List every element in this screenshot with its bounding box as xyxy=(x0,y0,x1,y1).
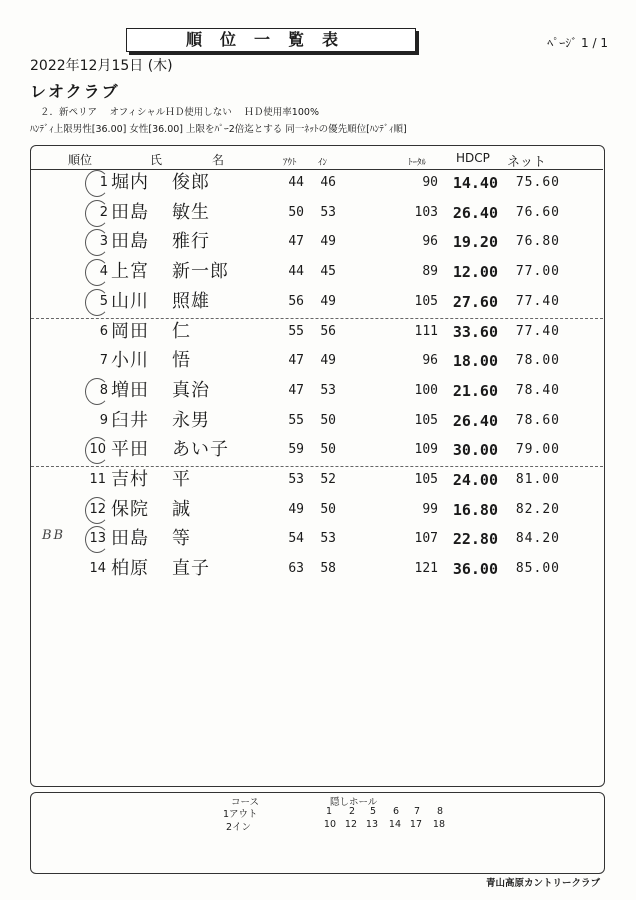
given-name-cell: 俊郎 xyxy=(172,172,210,193)
given-name-cell: 雅行 xyxy=(172,231,210,253)
net-score-cell: 75.60 xyxy=(515,175,560,190)
rank-cell: 8 xyxy=(99,382,108,398)
given-name-cell: 敏生 xyxy=(172,201,210,223)
hidden-hole-number: 13 xyxy=(365,819,378,830)
hidden-hole-number: 17 xyxy=(409,819,422,830)
net-score-cell: 81.00 xyxy=(515,472,560,487)
table-row xyxy=(0,376,636,406)
surname-cell: 田島 xyxy=(111,528,149,550)
out-score-cell: 56 xyxy=(288,293,304,309)
rank-cell: 4 xyxy=(99,264,108,280)
col-hdcp-header: HDCP xyxy=(456,151,490,165)
out-score-cell: 47 xyxy=(288,382,304,398)
net-score-cell: 77.00 xyxy=(515,264,560,280)
out-score-cell: 50 xyxy=(288,204,304,220)
total-score-cell: 105 xyxy=(414,472,438,487)
total-score-cell: 121 xyxy=(414,561,438,577)
hdcp-cell: 21.60 xyxy=(452,381,498,400)
given-name-cell: 誠 xyxy=(172,498,191,520)
hdcp-cell: 33.60 xyxy=(452,322,498,341)
rank-circle-mark xyxy=(85,200,109,227)
hidden-hole-number: 7 xyxy=(413,806,420,817)
out-score-cell: 54 xyxy=(288,531,304,547)
out-score-cell: 44 xyxy=(288,175,304,190)
given-name-cell: 等 xyxy=(172,528,191,550)
in-score-cell: 52 xyxy=(320,472,336,487)
rank-cell: 10 xyxy=(89,442,106,458)
table-row xyxy=(0,524,636,554)
net-score-cell: 78.40 xyxy=(515,382,560,398)
out-score-cell: 47 xyxy=(288,234,304,250)
given-name-cell: 悟 xyxy=(172,350,191,372)
course-out-label: 1アウト xyxy=(223,809,258,820)
net-score-cell: 76.80 xyxy=(515,234,560,250)
total-score-cell: 90 xyxy=(422,175,438,190)
rank-cell: 11 xyxy=(89,472,106,487)
hdcp-cell: 22.80 xyxy=(452,530,498,549)
hidden-hole-number: 1 xyxy=(325,806,332,817)
in-score-cell: 50 xyxy=(320,412,336,428)
total-score-cell: 96 xyxy=(422,234,438,250)
given-name-cell: 真治 xyxy=(172,379,210,401)
out-score-cell: 53 xyxy=(288,472,304,487)
hidden-hole-number: 6 xyxy=(392,806,399,817)
net-score-cell: 85.00 xyxy=(515,561,560,577)
given-name-cell: 照雄 xyxy=(172,290,210,312)
course-label: コース xyxy=(231,797,260,808)
hidden-hole-number: 10 xyxy=(323,819,336,830)
rank-cell: 9 xyxy=(99,412,108,428)
total-score-cell: 105 xyxy=(414,293,438,309)
hidden-hole-number: 8 xyxy=(436,806,443,817)
col-given-header: 名 xyxy=(212,153,225,167)
surname-cell: 田島 xyxy=(111,231,149,253)
in-score-cell: 45 xyxy=(320,264,336,280)
handwritten-note: BB xyxy=(42,528,66,543)
surname-cell: 山川 xyxy=(111,290,149,312)
net-score-cell: 76.60 xyxy=(515,204,560,220)
table-row xyxy=(0,198,636,228)
net-score-cell: 78.00 xyxy=(515,353,560,369)
table-row xyxy=(0,317,636,347)
out-score-cell: 55 xyxy=(288,323,304,339)
net-score-cell: 84.20 xyxy=(515,531,560,547)
rank-cell: 2 xyxy=(99,204,108,220)
col-surname-header: 氏 xyxy=(150,153,163,167)
hidden-holes-label: 隠しホール xyxy=(330,797,378,808)
in-score-cell: 53 xyxy=(320,204,336,220)
table-row xyxy=(0,346,636,376)
table-row xyxy=(0,465,636,495)
given-name-cell: あい子 xyxy=(172,439,229,461)
hidden-hole-number: 12 xyxy=(344,819,357,830)
table-row xyxy=(0,168,636,198)
col-rank-header: 順位 xyxy=(68,153,93,167)
rank-cell: 5 xyxy=(99,293,108,309)
surname-cell: 臼井 xyxy=(111,409,149,431)
rank-cell: 12 xyxy=(89,501,106,517)
hdcp-cell: 30.00 xyxy=(452,441,498,460)
hdcp-cell: 26.40 xyxy=(452,203,498,222)
in-score-cell: 53 xyxy=(320,382,336,398)
rank-circle-mark xyxy=(85,170,109,197)
out-score-cell: 55 xyxy=(288,412,304,428)
rank-circle-mark xyxy=(85,289,109,316)
in-score-cell: 49 xyxy=(320,293,336,309)
out-score-cell: 63 xyxy=(288,561,304,577)
table-row xyxy=(0,257,636,287)
given-name-cell: 平 xyxy=(172,469,191,490)
condition-line-1: ２．新ペリア オフィシャルＨＤ使用しない ＨＤ使用率100% xyxy=(40,107,319,118)
surname-cell: 上宮 xyxy=(111,261,149,283)
out-score-cell: 44 xyxy=(288,264,304,280)
hidden-hole-number: 2 xyxy=(348,806,355,817)
hidden-hole-number: 14 xyxy=(388,819,401,830)
rank-circle-mark xyxy=(85,378,109,405)
table-row xyxy=(0,435,636,465)
given-name-cell: 直子 xyxy=(172,558,210,580)
net-score-cell: 78.60 xyxy=(515,412,560,428)
total-score-cell: 111 xyxy=(414,323,438,339)
hdcp-cell: 19.20 xyxy=(452,233,498,252)
hdcp-cell: 24.00 xyxy=(452,471,498,489)
hdcp-cell: 36.00 xyxy=(452,560,498,579)
total-score-cell: 99 xyxy=(422,501,438,517)
given-name-cell: 永男 xyxy=(172,409,210,431)
col-in-header: ｲﾝ xyxy=(318,158,328,168)
net-score-cell: 77.40 xyxy=(515,323,560,339)
total-score-cell: 103 xyxy=(414,204,438,220)
rank-circle-mark xyxy=(85,259,109,286)
table-row xyxy=(0,495,636,525)
col-out-header: ｱｳﾄ xyxy=(283,158,297,168)
total-score-cell: 109 xyxy=(414,442,438,458)
given-name-cell: 新一郎 xyxy=(172,261,229,283)
total-score-cell: 100 xyxy=(414,382,438,398)
table-row xyxy=(0,227,636,257)
rank-cell: 3 xyxy=(99,234,108,250)
net-score-cell: 77.40 xyxy=(515,293,560,309)
hidden-hole-number: 5 xyxy=(369,806,376,817)
surname-cell: 堀内 xyxy=(111,172,149,193)
hdcp-cell: 26.40 xyxy=(452,411,498,430)
rank-cell: 1 xyxy=(99,175,108,190)
event-date: 2022年12月15日 (木) xyxy=(30,58,173,74)
total-score-cell: 105 xyxy=(414,412,438,428)
in-score-cell: 53 xyxy=(320,531,336,547)
table-row xyxy=(0,287,636,317)
table-row xyxy=(0,406,636,436)
net-score-cell: 79.00 xyxy=(515,442,560,458)
surname-cell: 田島 xyxy=(111,201,149,223)
table-row xyxy=(0,554,636,584)
surname-cell: 増田 xyxy=(111,379,149,401)
col-total-header: ﾄｰﾀﾙ xyxy=(408,158,427,168)
hidden-hole-number: 18 xyxy=(432,819,445,830)
hidden-holes-box xyxy=(30,792,605,874)
in-score-cell: 50 xyxy=(320,442,336,458)
total-score-cell: 96 xyxy=(422,353,438,369)
surname-cell: 小川 xyxy=(111,350,149,372)
surname-cell: 保院 xyxy=(111,498,149,520)
in-score-cell: 46 xyxy=(320,175,336,190)
total-score-cell: 89 xyxy=(422,264,438,280)
col-net-header: ネット xyxy=(507,155,547,170)
rank-cell: 7 xyxy=(99,353,108,369)
hdcp-cell: 14.40 xyxy=(452,174,498,192)
surname-cell: 吉村 xyxy=(111,469,149,490)
net-score-cell: 82.20 xyxy=(515,501,560,517)
in-score-cell: 49 xyxy=(320,353,336,369)
surname-cell: 平田 xyxy=(111,439,149,461)
club-name: レオクラブ xyxy=(30,82,120,101)
out-score-cell: 49 xyxy=(288,501,304,517)
rank-cell: 13 xyxy=(89,531,106,547)
hdcp-cell: 12.00 xyxy=(452,263,498,282)
in-score-cell: 56 xyxy=(320,323,336,339)
company-name: 青山高原カントリークラブ xyxy=(485,878,600,889)
rank-cell: 6 xyxy=(99,323,108,339)
in-score-cell: 50 xyxy=(320,501,336,517)
condition-line-2: ﾊﾝﾃﾞｨ上限男性[36.00] 女性[36.00] 上限をﾊﾟｰ2倍迄とする 同一ﾈｯﾄの優先順位[ﾊﾝﾃﾞｨ順] xyxy=(30,124,407,135)
rank-circle-mark xyxy=(85,497,109,524)
course-in-label: 2イン xyxy=(226,822,252,833)
document-title: 順位一覧表 xyxy=(126,28,416,52)
out-score-cell: 47 xyxy=(288,353,304,369)
surname-cell: 岡田 xyxy=(111,320,149,342)
hdcp-cell: 27.60 xyxy=(452,292,498,311)
page-number: ﾍﾟｰｼﾞ 1 / 1 xyxy=(547,36,608,50)
total-score-cell: 107 xyxy=(414,531,438,547)
in-score-cell: 49 xyxy=(320,234,336,250)
given-name-cell: 仁 xyxy=(172,320,191,342)
in-score-cell: 58 xyxy=(320,561,336,577)
out-score-cell: 59 xyxy=(288,442,304,458)
hdcp-cell: 16.80 xyxy=(452,500,498,519)
surname-cell: 柏原 xyxy=(111,558,149,580)
hdcp-cell: 18.00 xyxy=(452,352,498,371)
rank-cell: 14 xyxy=(89,561,106,577)
